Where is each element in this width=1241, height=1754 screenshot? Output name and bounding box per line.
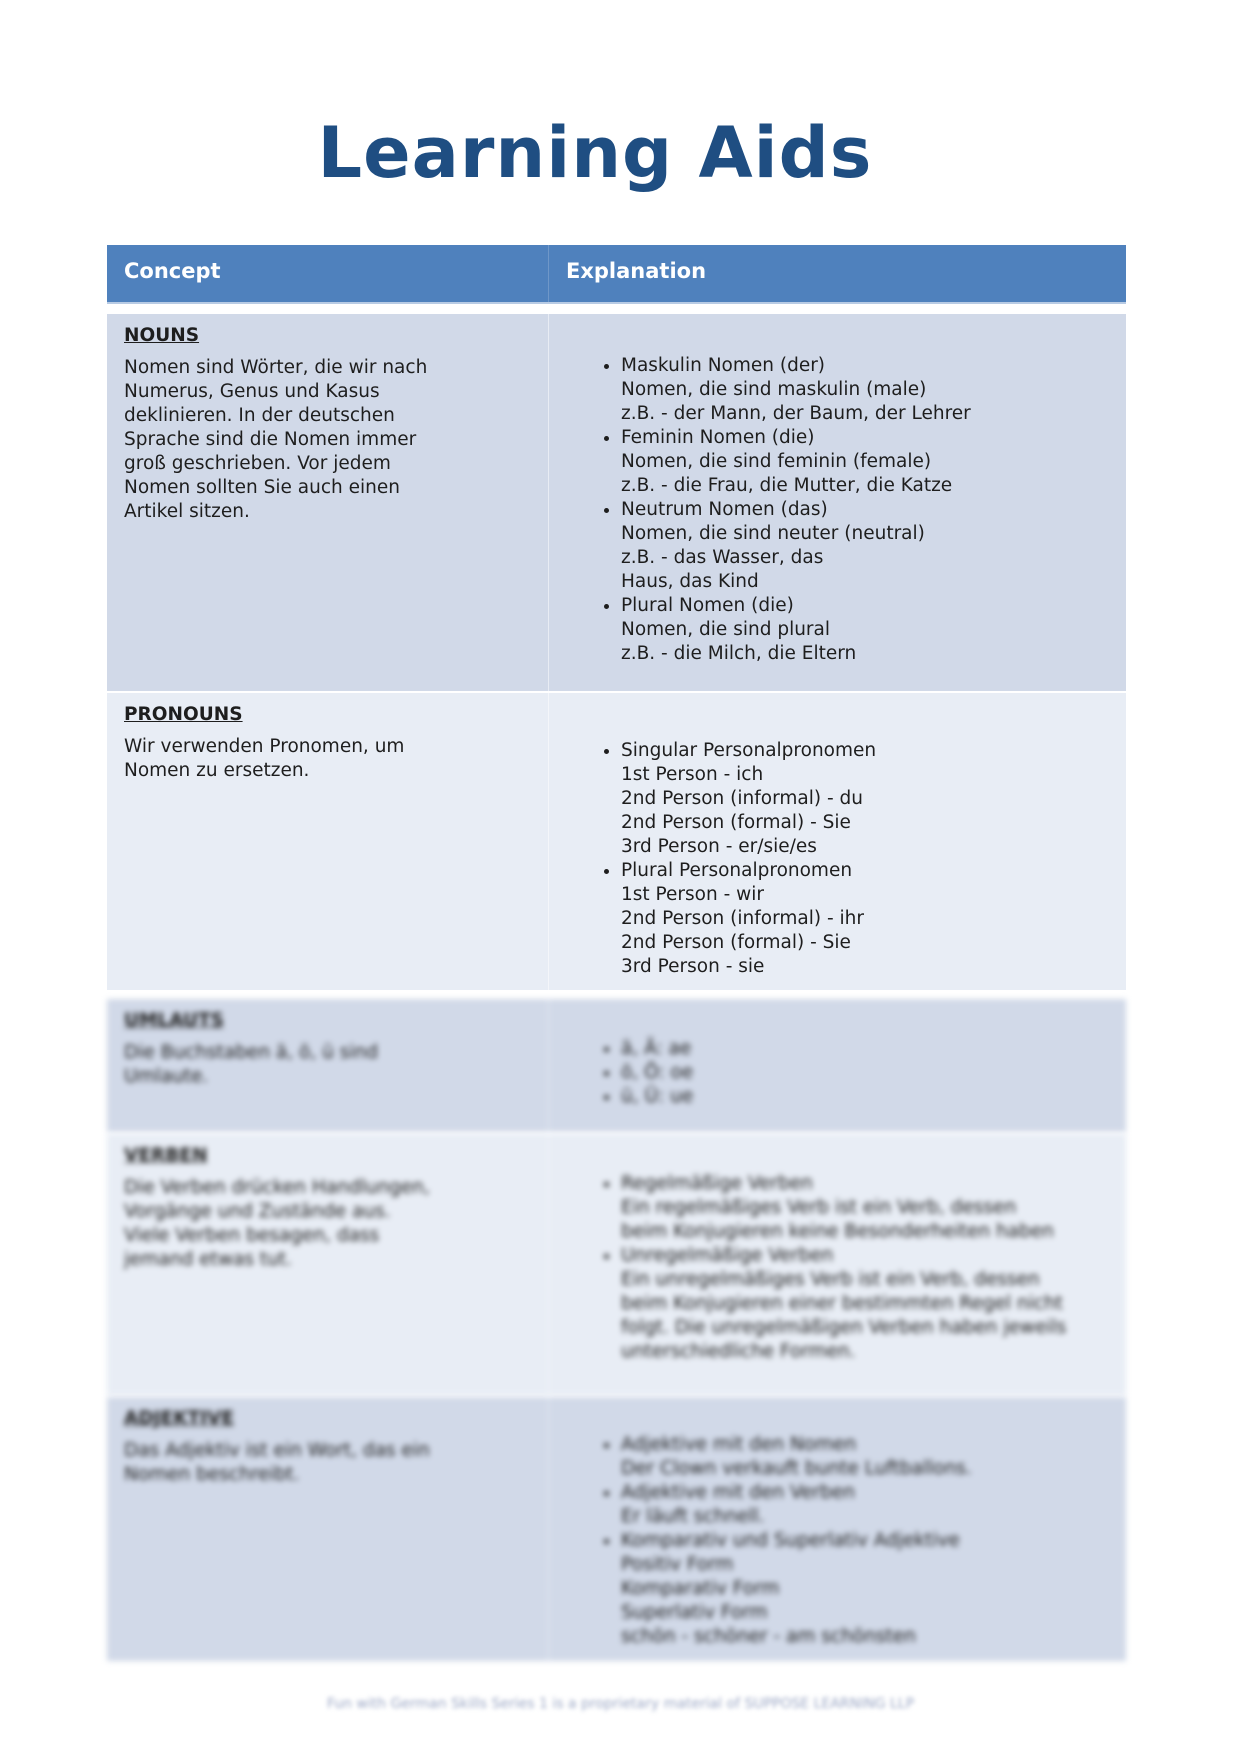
explanation-bullet: • Maskulin Nomen (der) Nomen, die sind maskulin (male) z.B. - der Mann, der Baum, der Lehrer <box>621 354 1109 426</box>
explanation-bullet: • ä, Ä: ae <box>621 1037 1109 1061</box>
concept-heading: NOUNS <box>124 325 200 346</box>
concept-description: Wir verwenden Pronomen, um Nomen zu ersetzen. <box>124 736 405 781</box>
explanation-cell <box>549 1397 1126 1661</box>
explanation-bullet: • Plural Personalpronomen 1st Person - wir 2nd Person (informal) - ihr 2nd Person (formal) - Sie 3rd Person - sie <box>621 859 1109 979</box>
concept-heading: VERBEN <box>124 1145 208 1166</box>
learning-aids-table <box>107 245 1126 1661</box>
concept-cell <box>107 1134 549 1395</box>
explanation-cell <box>549 314 1126 691</box>
concept-description: Das Adjektiv ist ein Wort, das ein Nomen beschreibt. <box>124 1440 430 1485</box>
explanation-bullet: • Regelmäßige Verben Ein regelmäßiges Verb ist ein Verb, dessen beim Konjugieren keine Besonderheiten haben <box>621 1172 1109 1244</box>
header-explanation: Explanation <box>566 259 707 283</box>
table-row-verben <box>107 1134 1126 1395</box>
concept-heading: UMLAUTS <box>124 1010 224 1031</box>
table-row-umlauts <box>107 999 1126 1132</box>
concept-heading: ADJEKTIVE <box>124 1408 234 1429</box>
concept-heading: PRONOUNS <box>124 704 243 725</box>
explanation-bullet: • Feminin Nomen (die) Nomen, die sind feminin (female) z.B. - die Frau, die Mutter, die Katze <box>621 426 1109 498</box>
explanation-list <box>571 1433 1109 1649</box>
concept-cell <box>107 693 549 990</box>
explanation-list <box>571 1037 1109 1109</box>
header-concept: Concept <box>107 245 549 302</box>
concept-description: Nomen sind Wörter, die wir nach Numerus, Genus und Kasus deklinieren. In der deutschen Sprache sind die Nomen immer groß geschrieben. Vor jedem Nomen sollten Sie auch einen Artikel sitzen. <box>124 357 428 522</box>
explanation-bullet: • Komparativ und Superlativ Adjektive Positiv Form Komparativ Form Superlativ Form schön - schöner - am schönsten <box>621 1529 1109 1649</box>
table-header <box>107 245 1126 304</box>
explanation-bullet: • Singular Personalpronomen 1st Person - ich 2nd Person (informal) - du 2nd Person (formal) - Sie 3rd Person - er/sie/es <box>621 739 1109 859</box>
footer-note: Fun with German Skills Series 1 is a proprietary material of SUPPOSE LEARNING LLP <box>326 1696 915 1712</box>
concept-description: Die Buchstaben ä, ö, ü sind Umlaute. <box>124 1042 378 1087</box>
concept-cell <box>107 1397 549 1661</box>
explanation-cell <box>549 693 1126 990</box>
explanation-bullet: • Neutrum Nomen (das) Nomen, die sind neuter (neutral) z.B. - das Wasser, das Haus, das Kind <box>621 498 1109 594</box>
table-row-nouns <box>107 314 1126 691</box>
table-row-pronouns <box>107 693 1126 990</box>
explanation-cell <box>549 1134 1126 1395</box>
concept-cell <box>107 999 549 1132</box>
explanation-list <box>571 354 1109 666</box>
explanation-bullet: • Adjektive mit den Verben Er läuft schnell. <box>621 1481 1109 1529</box>
explanation-bullet: • Adjektive mit den Nomen Der Clown verkauft bunte Luftballons. <box>621 1433 1109 1481</box>
page-title: Learning Aids <box>317 112 873 194</box>
explanation-bullet: • Unregelmäßige Verben Ein unregelmäßiges Verb ist ein Verb, dessen beim Konjugieren einer bestimmten Regel nicht folgt. Die unregelmäßigen Verben haben jeweils unterschiedliche Formen. <box>621 1244 1109 1364</box>
explanation-cell <box>549 999 1126 1132</box>
table-row-adjektive <box>107 1397 1126 1661</box>
explanation-list <box>571 1172 1109 1364</box>
explanation-bullet: • Plural Nomen (die) Nomen, die sind plural z.B. - die Milch, die Eltern <box>621 594 1109 666</box>
concept-cell <box>107 314 549 691</box>
explanation-list <box>571 739 1109 979</box>
explanation-bullet: • ö, Ö: oe <box>621 1061 1109 1085</box>
explanation-bullet: • ü, Ü: ue <box>621 1085 1109 1109</box>
concept-description: Die Verben drücken Handlungen, Vorgänge und Zustände aus. Viele Verben besagen, dass jemand etwas tut. <box>124 1177 430 1270</box>
